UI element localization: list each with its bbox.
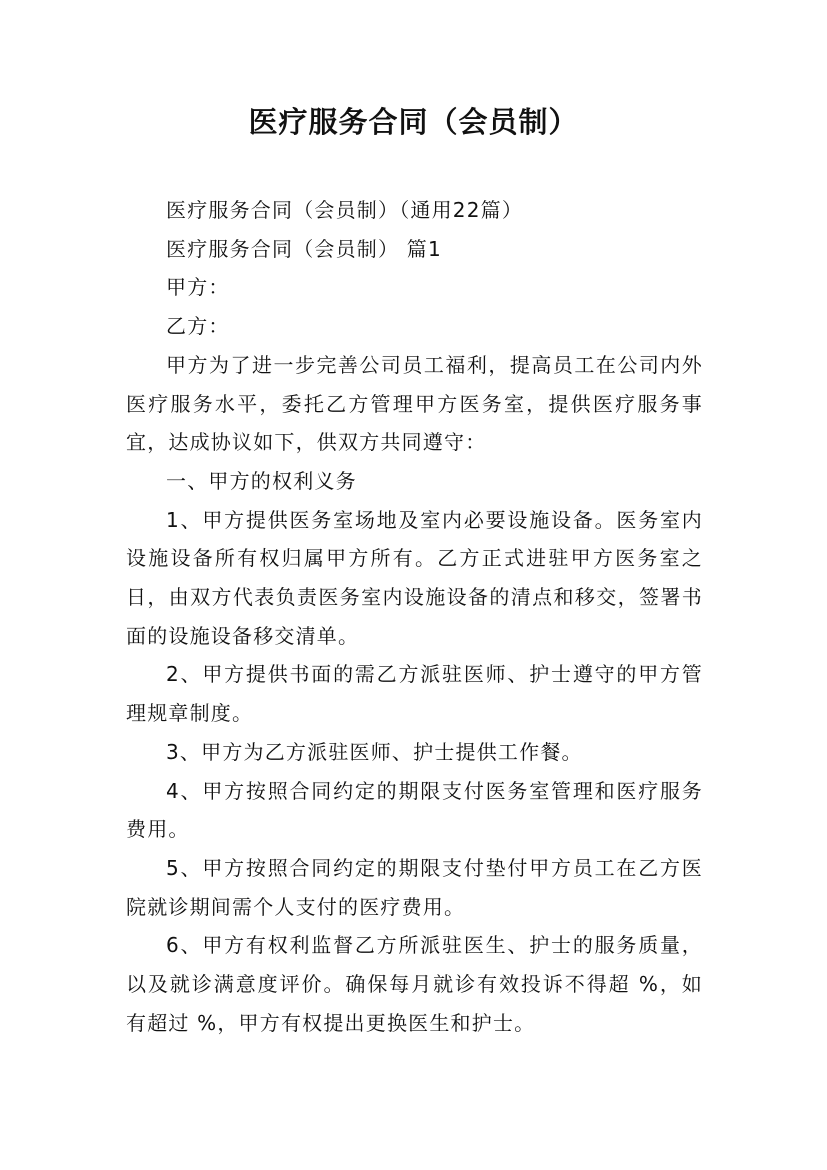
paragraph-clause-6: 6、甲方有权利监督乙方所派驻医生、护士的服务质量，以及就诊满意度评价。确保每月就诊有效投诉不得超 %，如有超过 %，甲方有权提出更换医生和护士。 (126, 933, 703, 1035)
paragraph-clause-5: 5、甲方按照合同约定的期限支付垫付甲方员工在乙方医院就诊期间需个人支付的医疗费用。 (126, 855, 703, 919)
paragraph-clause-4: 4、甲方按照合同约定的期限支付医务室管理和医疗服务费用。 (126, 778, 703, 842)
paragraph-clause-2: 2、甲方提供书面的需乙方派驻医师、护士遵守的甲方管理规章制度。 (126, 662, 703, 726)
paragraph-clause-3: 3、甲方为乙方派驻医师、护士提供工作餐。 (166, 739, 583, 764)
paragraph-party-a-rights-heading: 一、甲方的权利义务 (166, 468, 357, 493)
paragraph-intro: 甲方为了进一步完善公司员工福利，提高员工在公司内外医疗服务水平，委托乙方管理甲方医务室，提供医疗服务事宜，达成协议如下，供双方共同遵守： (126, 352, 703, 455)
paragraph-section-heading: 医疗服务合同（会员制） 篇1 (166, 236, 442, 261)
paragraph-collection-title: 医疗服务合同（会员制）（通用22篇） (166, 198, 524, 222)
paragraph-party-b: 乙方： (166, 314, 230, 339)
document-title: 医疗服务合同（会员制） (248, 105, 579, 139)
document-body (126, 191, 703, 1042)
paragraph-clause-1: 1、甲方提供医务室场地及室内必要设施设备。医务室内设施设备所有权归属甲方所有。乙方正式进驻甲方医务室之日，由双方代表负责医务室内设施设备的清点和移交，签署书面的设施设备移交清单。 (126, 507, 703, 648)
paragraph-party-a: 甲方： (166, 275, 230, 300)
